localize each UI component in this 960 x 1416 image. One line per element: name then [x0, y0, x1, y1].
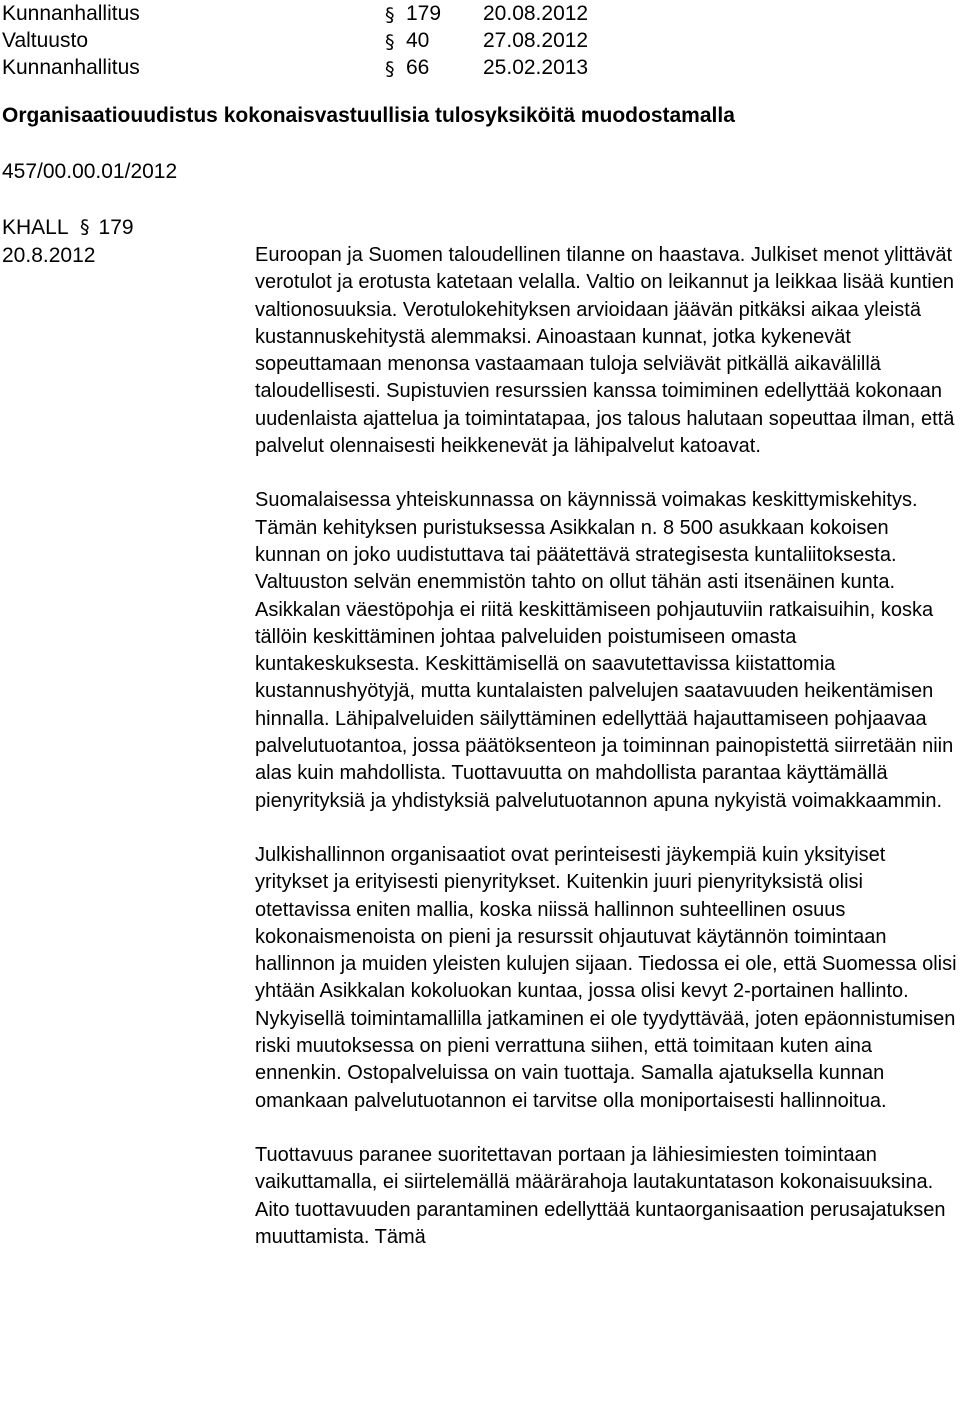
- svg-text:§: §: [385, 4, 395, 24]
- body-paragraph: Euroopan ja Suomen taloudellinen tilanne on haastava. Julkiset menot ylittävät verotulot ja erotusta katetaan velalla. Valtio on leikannut ja leikkaa lisää kuntien valtionosuuksia. Verotulokehityksen arvioidaan jäävän pitkäksi aikaa yleistä kustannuskehitystä alemmaksi. Ainoastaan kunnat, jotka kykenevät sopeuttamaan menonsa vastaamaan tuloja selviävät pitkällä aikavälillä taloudellisesti. Supistuvien resurssien kanssa toimiminen edellyttää kokonaan uudenlaista ajattelua ja toimintatapaa, jos talous halutaan sopeuttaa ilman, että palvelut olennaisesti heikkenevät ja lähipalvelut katoavat.: [255, 244, 955, 458]
- svg-text:§: §: [79, 216, 90, 236]
- diary-number: 457/00.00.01/2012: [2, 160, 178, 183]
- decision-date: 27.08.2012: [483, 29, 589, 52]
- section-sign-icon: [384, 58, 398, 78]
- svg-text:§: §: [385, 31, 395, 51]
- body-paragraph: Tuottavuus paranee suoritettavan portaan ja lähiesimiesten toimintaan vaikuttamalla, ei siirtelemällä määrärahoja lautakuntatason kokonaisuuksina. Aito tuottavuuden parantaminen edellyttää kuntaorganisaation perusajatuksen muuttamista. Tämä: [255, 1143, 946, 1248]
- document-title: Organisaatiouudistus kokonaisvastuullisia tulosyksiköitä muodostamalla: [2, 104, 735, 127]
- decision-body: Kunnanhallitus: [2, 56, 140, 79]
- reference-line: [2, 214, 134, 242]
- reference-body: KHALL: [2, 216, 69, 239]
- decision-date: 20.08.2012: [483, 2, 589, 25]
- decision-number: 179: [406, 2, 442, 25]
- section-sign-icon: [79, 216, 93, 236]
- reference-date: 20.8.2012: [2, 244, 96, 267]
- body-paragraph: Julkishallinnon organisaatiot ovat perinteisesti jäykempiä kuin yksityiset yritykset ja erityisesti pienyritykset. Kuitenkin juuri pienyrityksistä olisi otettavissa eniten mallia, koska niissä hallinnon suhteellinen osuus kokonaismenoista on pieni ja resurssit ohjautuvat käytännön toimintaan hallinnon ja muiden yleisten kulujen sijaan. Tiedossa ei ole, että Suomessa olisi yhtään Asikkalan kokoluokan kuntaa, jossa olisi kevyt 2-portainen hallinto. Nykyisellä toimintamallilla jatkaminen ei ole tyydyttävää, joten epäonnistumisen riski muutoksessa on pieni verrattuna siihen, että toimitaan kuten aina ennenkin. Ostopalveluissa on vain tuottaja. Samalla ajatuksella kunnan omankaan palvelutuotannon ei tarvitse olla moniportaisesti hallinnoitua.: [255, 843, 957, 1112]
- document-body: [255, 242, 957, 1251]
- decision-date: 25.02.2013: [483, 56, 589, 79]
- body-paragraph: Suomalaisessa yhteiskunnassa on käynnissä voimakas keskittymiskehitys. Tämän kehityksen puristuksessa Asikkalan n. 8 500 asukkaan kokoisen kunnan on joko uudistuttava tai päätettävä strategisesta kuntaliitoksesta. Valtuuston selvän enemmistön tahto on ollut tähän asti itsenäinen kunta. Asikkalan väestöpohja ei riitä keskittämiseen pohjautuviin ratkaisuihin, koska tällöin keskittäminen johtaa palveluiden poistumiseen omasta kuntakeskuksesta. Keskittämisellä on saavutettavissa kiistattomia kustannushyötyjä, mutta kuntalaisten palvelujen saatavuuden heikentämisen hinnalla. Lähipalveluiden säilyttäminen edellyttää hajauttamiseen pohjaavaa palvelutuotantoa, jossa päätöksenteon ja toiminnan painopistettä siirretään niin alas kuin mahdollista. Tuottavuutta on mahdollista parantaa käyttämällä pienyrityksiä ja yhdistyksiä palvelutuotannon apuna nykyistä voimakkaammin.: [255, 489, 954, 812]
- svg-text:§: §: [385, 58, 395, 78]
- section-sign-icon: [384, 31, 398, 51]
- reference-number: 179: [98, 216, 134, 239]
- decision-body: Kunnanhallitus: [2, 2, 140, 25]
- section-sign-icon: [384, 4, 398, 24]
- decision-number: 40: [406, 29, 430, 52]
- decision-number: 66: [406, 56, 430, 79]
- decision-body: Valtuusto: [2, 29, 88, 52]
